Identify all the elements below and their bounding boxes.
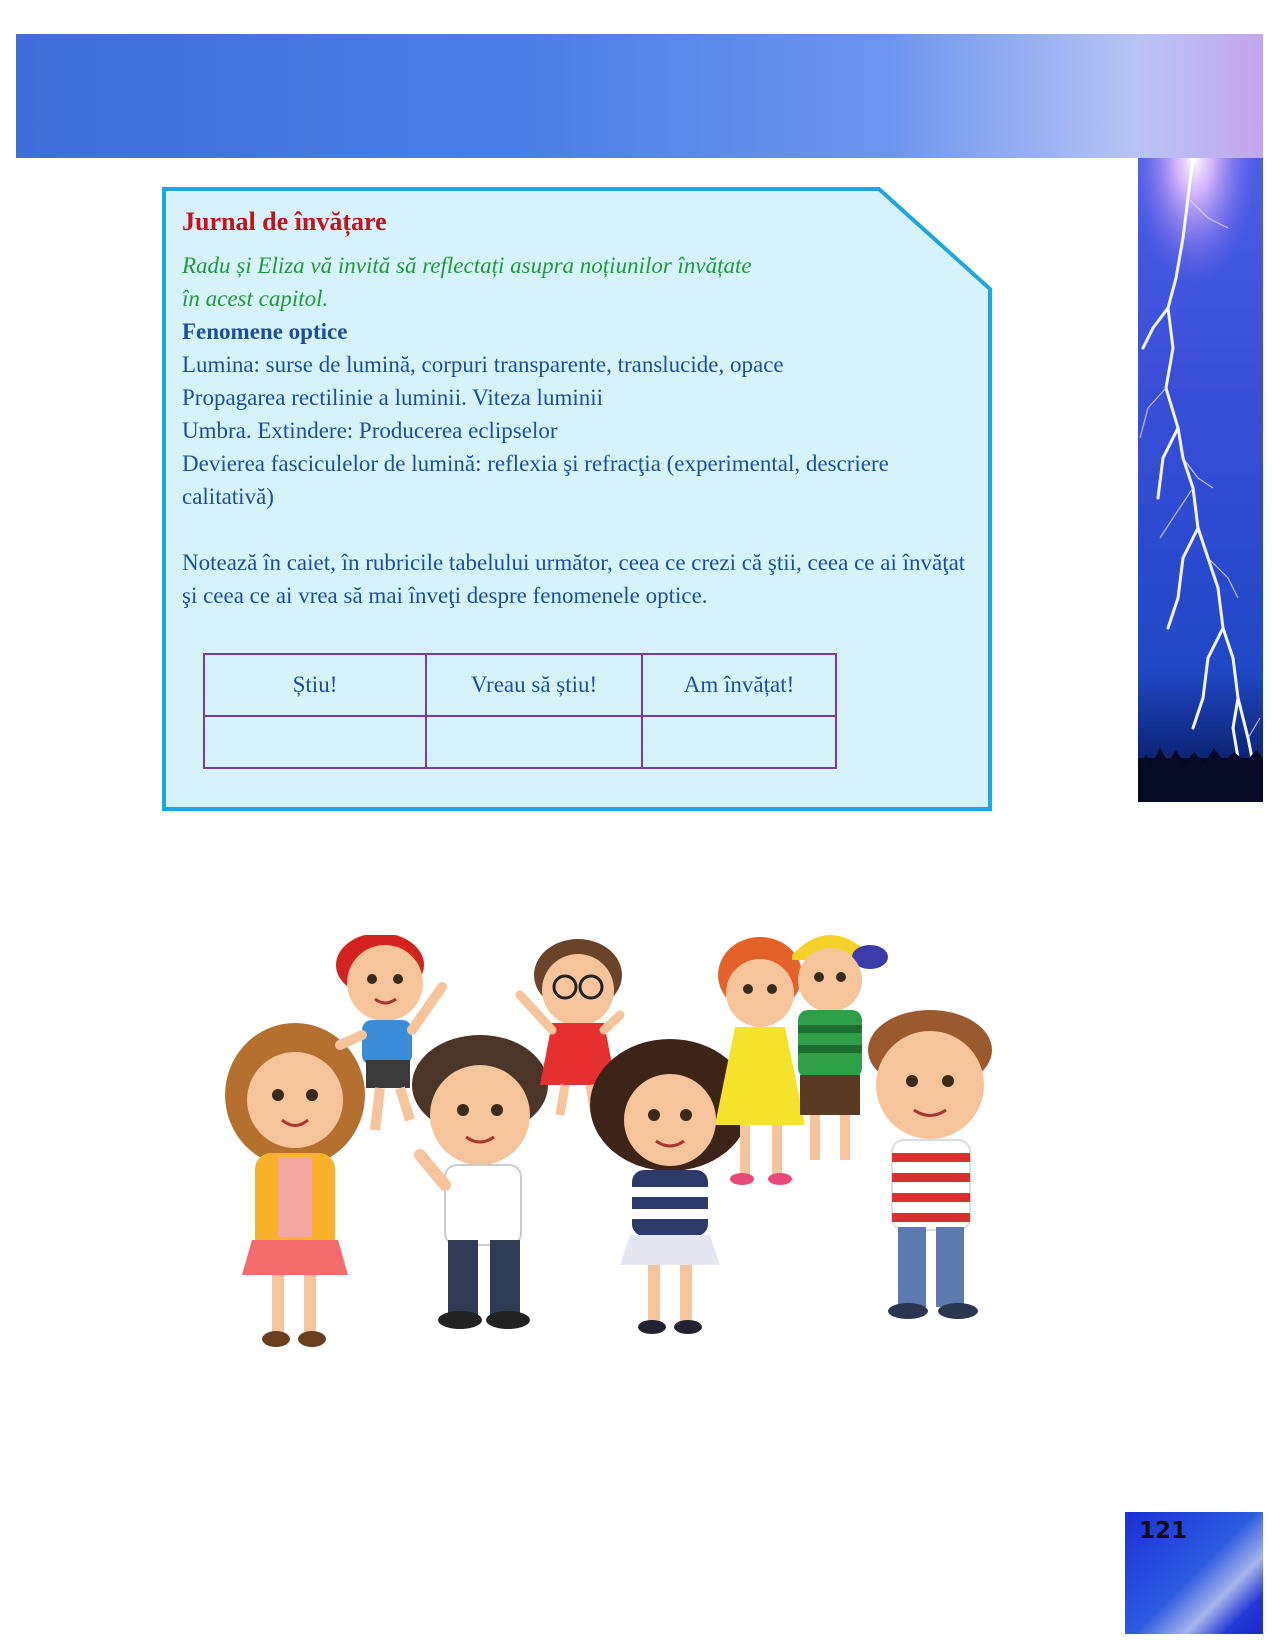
header-banner [16,34,1263,158]
children-illustration [180,935,1080,1415]
journal-intro: Radu și Eliza vă invită să reflectați asupra noțiunilor învățate în acest capitol. [182,253,752,311]
topic-line: Umbra. Extindere: Producerea eclipselor [182,418,558,443]
header-cell-know: Știu! [204,654,426,716]
empty-cell [204,716,426,768]
table-header-row [204,654,836,716]
empty-cell [426,716,642,768]
topic-line: Devierea fasciculelor de lumină: reflexia şi refracţia (experimental, descriere calitativă) [182,451,889,509]
header-cell-want: Vreau să știu! [426,654,642,716]
table-row [204,716,836,768]
lightning-image [1138,158,1263,802]
header-cell-learned: Am învățat! [642,654,836,716]
learning-journal-box [162,187,992,811]
page-number-box [1125,1512,1263,1634]
instruction-text: Notează în caiet, în rubricile tabelului următor, ceea ce crezi că ştii, ceea ce ai învăţat şi ceea ce ai vrea să mai înveţi despre fenomenele optice. [182,550,966,608]
topic-line: Lumina: surse de lumină, corpuri transparente, translucide, opace [182,352,784,377]
topic-line: Propagarea rectilinie a luminii. Viteza luminii [182,385,604,410]
child-figure [225,1023,365,1347]
kwl-table [203,653,837,769]
journal-title: Jurnal de învățare [182,207,387,236]
empty-cell [642,716,836,768]
page-number: 121 [1139,1518,1188,1544]
child-figure [868,1010,992,1319]
section-subtitle: Fenomene optice [182,319,348,344]
child-figure [412,1035,548,1329]
